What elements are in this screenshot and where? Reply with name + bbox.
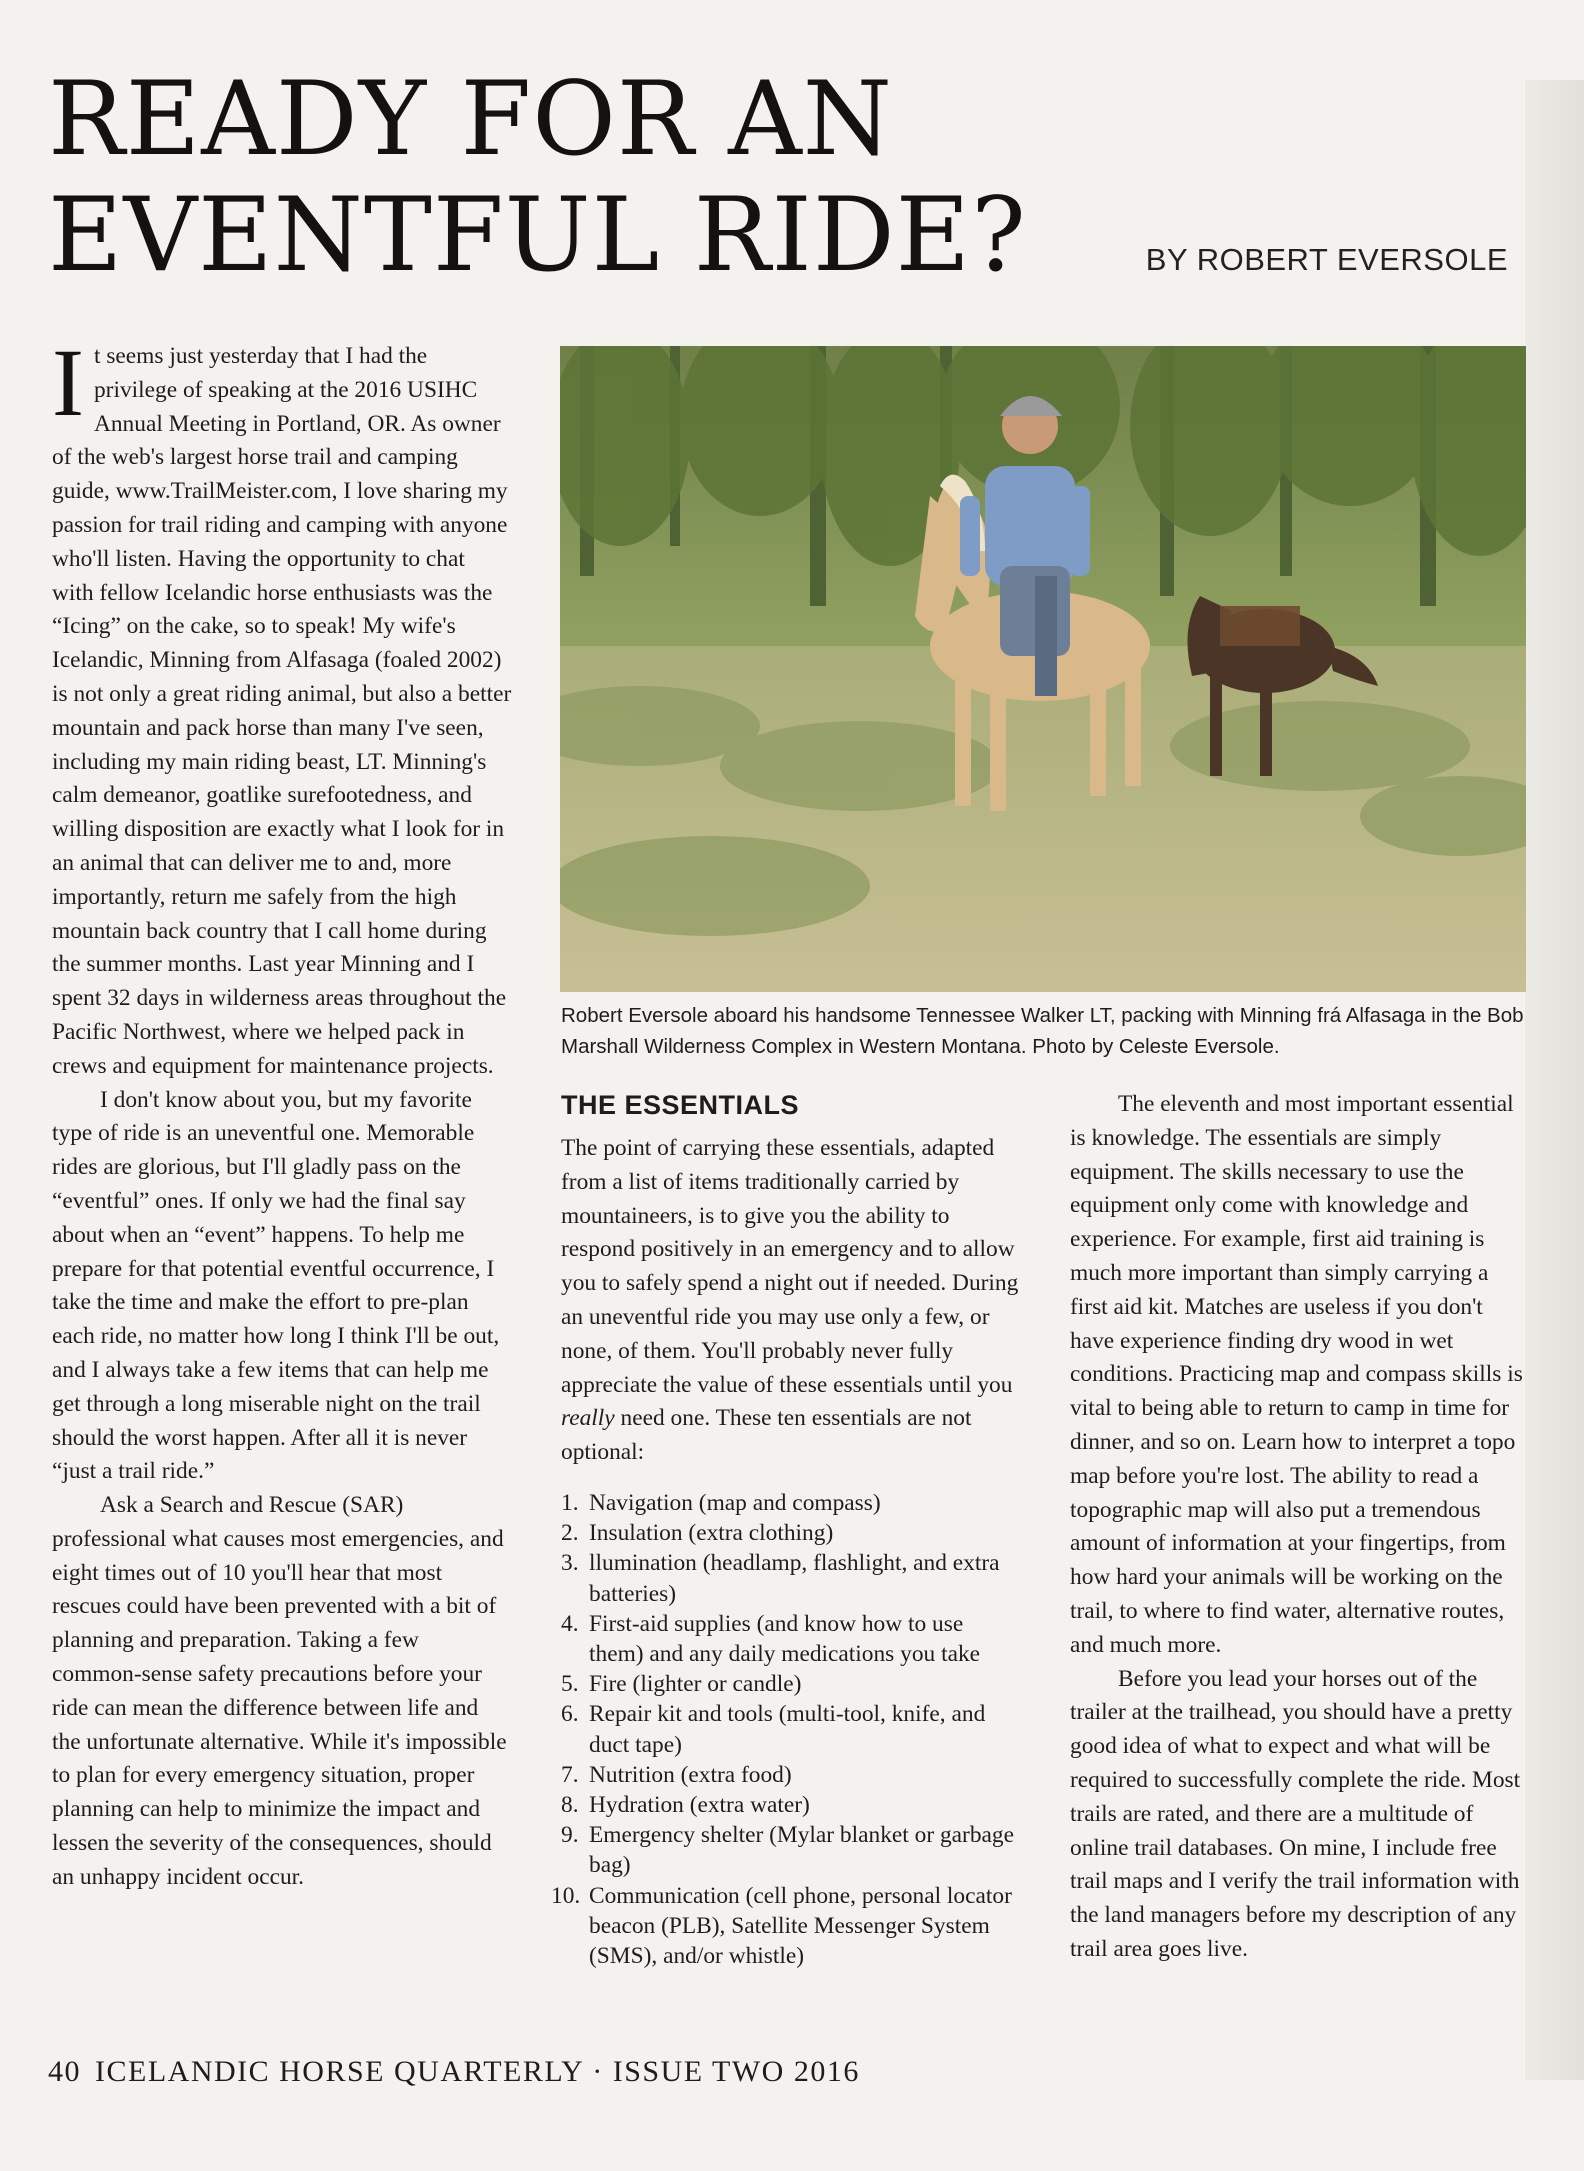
list-text: Fire (lighter or candle) xyxy=(589,1671,802,1698)
list-text: Insulation (extra clothing) xyxy=(589,1520,834,1547)
emphasis-text: really xyxy=(561,1405,615,1432)
list-number: 9. xyxy=(561,1822,579,1849)
paragraph: Before you lead your horses out of the trailer at the trailhead, you should have a pretty good idea of what to expect and what will be required to successfully complete the ride. Most trails are rated, and there are a multitude of online trail databases. On mine, I include free trail maps and I verify the trail information with the land managers before my description of any trail area goes live. xyxy=(1070,1665,1521,1962)
horse-rider-photo-illustration xyxy=(560,346,1526,992)
page-number: 40 xyxy=(48,2055,81,2088)
list-number: 1. xyxy=(561,1489,579,1516)
list-text: llumination (headlamp, flashlight, and extra batteries) xyxy=(589,1550,1000,1607)
paragraph: I don't know about you, but my favorite type of ride is an uneventful one. Memorable rides are glorious, but I'll gladly pass on the “eventful” ones. If only we had the final say about when an “event” happens. To help me prepare for that potential eventful occurrence, I take the time and make the effort to pre-plan each ride, no matter how long I think I'll be out, and I always take a few items that can help me get through a long miserable night on the trail should the worst happen. After all it is never “just a trail ride.” xyxy=(52,1086,500,1485)
list-item xyxy=(561,1609,1021,1669)
text-run: The point of carrying these essentials, adapted from a list of items traditionally carried by mountaineers, is to give you the ability to respond positively in an emergency and to allow you to safely spend a night out if needed. During an uneventful ride you may use only a few, or none, of them. You'll probably never fully appreciate the value of these essentials until you xyxy=(561,1135,1019,1398)
issue-label: ISSUE TWO 2016 xyxy=(612,2055,860,2088)
paragraph: Ask a Search and Rescue (SAR) professional what causes most emergencies, and eight times out of 10 you'll hear that most rescues could have been prevented with a bit of planning and preparation. Taking a few common-sense safety precautions before your ride can mean the difference between life and the unfortunate alternative. While it's impossible to plan for every emergency situation, proper planning can help to minimize the impact and lessen the severity of the consequences, should an unhappy incident occur. xyxy=(52,1492,507,1890)
list-number: 2. xyxy=(561,1520,579,1547)
list-number: 3. xyxy=(561,1550,579,1577)
list-number: 6. xyxy=(561,1701,579,1728)
essentials-list xyxy=(551,1488,1021,1971)
list-item xyxy=(561,1518,1021,1548)
paragraph xyxy=(561,1132,1021,1470)
column-middle xyxy=(551,1088,1021,1971)
list-item xyxy=(561,1790,1021,1820)
list-item xyxy=(551,1881,1021,1972)
list-text: First-aid supplies (and know how to use them) and any daily medications you take xyxy=(589,1610,981,1667)
list-number: 7. xyxy=(561,1761,579,1788)
column-left xyxy=(52,329,512,1895)
list-text: Repair kit and tools (multi-tool, knife, and duct tape) xyxy=(589,1701,986,1758)
drop-cap: I xyxy=(52,329,84,436)
list-item xyxy=(561,1699,1021,1759)
publication-name: ICELANDIC HORSE QUARTERLY xyxy=(95,2055,584,2088)
list-text: Communication (cell phone, personal locator beacon (PLB), Satellite Messenger System (SMS), and/or whistle) xyxy=(589,1882,1012,1970)
article-photo xyxy=(560,346,1526,992)
article-byline: BY ROBERT EVERSOLE xyxy=(1145,242,1508,277)
page-edge-shadow xyxy=(1525,80,1584,2080)
footer-separator: · xyxy=(592,2055,604,2088)
list-item xyxy=(561,1760,1021,1790)
list-text: Emergency shelter (Mylar blanket or garbage bag) xyxy=(589,1822,1014,1879)
photo-caption: Robert Eversole aboard his handsome Tennessee Walker LT, packing with Minning frá Alfasaga in the Bob Marshall Wilderness Complex in Western Montana. Photo by Celeste Eversole. xyxy=(561,1004,1524,1058)
list-number: 8. xyxy=(561,1792,579,1818)
text-run: need one. These ten essentials are not optional: xyxy=(561,1405,972,1466)
article-title: READY FOR AN EVENTFUL RIDE? xyxy=(48,60,1027,295)
paragraph-text: t seems just yesterday that I had the privilege of speaking at the 2016 USIHC Annual Meeting in Portland, OR. As owner of the web's largest horse trail and camping guide, www.TrailMeister.com, I love sharing my passion for trail riding and camping with anyone who'll listen. Having the opportunity to chat with fellow Icelandic horse enthusiasts was the “Icing” on the cake, so to speak! My wife's Icelandic, Minning from Alfasaga (foaled 2002) is not only a great riding animal, but also a better mountain and pack horse than many I've seen, including my main riding beast, LT. Minning's calm demeanor, goatlike surefootedness, and willing disposition are exactly what I look for in an animal that can deliver me to and, more importantly, return me safely from the high mountain back country that I call home during the summer months. Last year Minning and I spent 32 days in wilderness areas throughout the Pacific Northwest, where we helped pack in crews and equipment for maintenance projects. xyxy=(52,343,512,1079)
section-heading: THE ESSENTIALS xyxy=(561,1090,800,1120)
list-item xyxy=(561,1488,1021,1518)
page-footer xyxy=(48,2055,860,2089)
list-number: 5. xyxy=(561,1671,579,1698)
list-text: Navigation (map and compass) xyxy=(589,1489,881,1516)
list-number: 4. xyxy=(561,1610,579,1637)
column-right xyxy=(1070,1088,1530,1967)
list-number: 10. xyxy=(551,1882,581,1909)
list-item xyxy=(561,1548,1021,1608)
list-text: Nutrition (extra food) xyxy=(589,1761,792,1788)
list-item xyxy=(561,1820,1021,1880)
paragraph: The eleventh and most important essential is knowledge. The essentials are simply equipment. The skills necessary to use the equipment only come with knowledge and experience. For example, first aid training is much more important than simply carrying a first aid kit. Matches are useless if you don't have experience finding dry wood in wet conditions. Practicing map and compass skills is vital to being able to return to camp in time for dinner, and so on. Learn how to interpret a topo map before you're lost. The ability to read a topographic map will also put a tremendous amount of information at your fingertips, from how hard your animals will be working on the trail, to where to find water, alternative routes, and much more. xyxy=(1070,1091,1523,1658)
list-text: Hydration (extra water) xyxy=(589,1792,810,1818)
list-item xyxy=(561,1669,1021,1699)
paragraph-opening xyxy=(52,329,512,1084)
